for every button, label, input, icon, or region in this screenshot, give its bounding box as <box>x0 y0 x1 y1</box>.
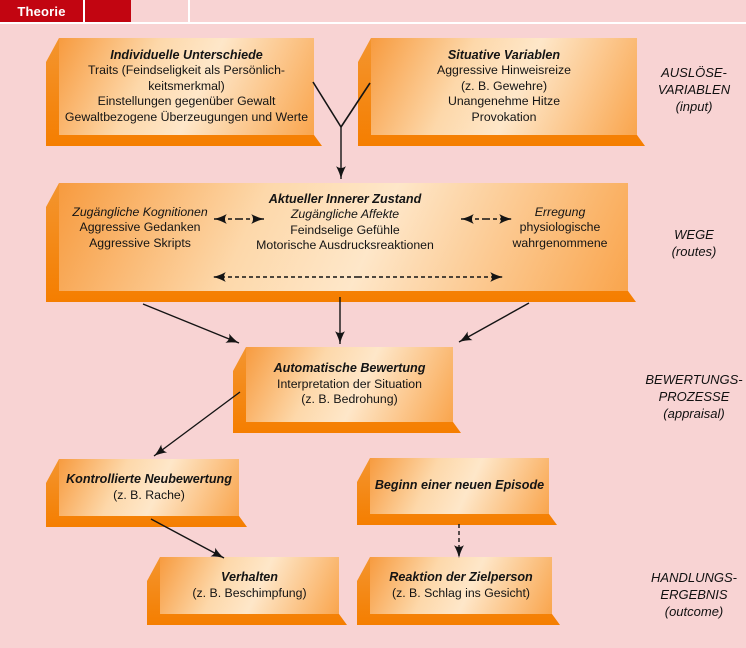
box-controlled-reappraisal <box>46 459 247 527</box>
box-line: Unangenehme Hitze <box>447 94 561 109</box>
stage-label-line: HANDLUNGS- <box>651 570 737 585</box>
bar-underline <box>0 22 746 24</box>
box-automatic-appraisal <box>233 347 461 433</box>
box-line: Gewaltbezogene Überzeugungen und Werte <box>64 109 309 124</box>
box-line: Erregung <box>534 205 586 219</box>
arrow-state-right-to-appraisal <box>459 303 529 342</box>
tab-theorie-label: Theorie <box>17 3 66 19</box>
state-affect-column <box>195 192 495 254</box>
box-line: Aggressive Skripts <box>89 235 191 250</box>
box-behavior <box>147 557 347 625</box>
stage-label-appraisal <box>642 371 746 422</box>
stage-label-line: (routes) <box>671 244 717 259</box>
box-title: Reaktion der Zielperson <box>389 570 533 585</box>
stage-label-line: WEGE <box>674 227 714 242</box>
box-line: Aggressive Gedanken <box>79 220 201 235</box>
box-title: Situative Variablen <box>447 47 561 62</box>
stage-label-routes <box>642 226 746 260</box>
stage-label-line: (input) <box>675 99 713 114</box>
box-line: Einstellungen gegenüber Gewalt <box>97 94 276 109</box>
stage-label-input <box>642 64 746 115</box>
box-title: Kontrollierte Neubewertung <box>66 472 232 487</box>
state-arousal-column <box>485 205 635 251</box>
box-line: Aggressive Hinweisreize <box>437 63 571 78</box>
tab-theorie[interactable] <box>0 0 83 22</box>
tab-blank <box>85 0 131 22</box>
stage-label-line: (outcome) <box>664 604 724 619</box>
box-target-reaction <box>357 557 560 625</box>
arrow-appraisal-to-reappraisal <box>154 392 240 456</box>
box-line: keitsmerkmal) <box>148 78 225 93</box>
box-line: Provokation <box>471 109 537 124</box>
stage-label-line: VARIABLEN <box>657 82 731 97</box>
box-line: (z. B. Beschimpfung) <box>192 585 307 600</box>
box-line: Zugängliche Affekte <box>290 207 400 222</box>
arrow-state-left-to-appraisal <box>143 304 239 343</box>
box-line: (z. B. Rache) <box>113 487 185 502</box>
box-line: Zugängliche Kognitionen <box>72 205 208 219</box>
box-line: Feindselige Gefühle <box>290 222 400 237</box>
box-title: Aktueller Innerer Zustand <box>268 192 422 206</box>
box-situational-variables <box>358 38 645 146</box>
box-line: Motorische Ausdrucksreaktionen <box>256 238 434 253</box>
stage-label-line: PROZESSE <box>658 389 730 404</box>
box-line: wahrgenommene <box>512 235 608 250</box>
box-present-internal-state <box>46 183 636 302</box>
stage-label-line: (appraisal) <box>663 406 725 421</box>
box-individual-differences <box>46 38 322 146</box>
box-line: (z. B. Gewehre) <box>460 78 548 93</box>
box-line: Interpretation der Situation <box>277 376 422 391</box>
stage-label-outcome <box>642 569 746 620</box>
stage-label-line: ERGEBNIS <box>660 587 728 602</box>
box-title: Individuelle Unterschiede <box>110 47 263 62</box>
box-title: Automatische Bewertung <box>273 361 426 376</box>
box-line: (z. B. Bedrohung) <box>301 392 398 407</box>
bar-separator <box>188 0 190 22</box>
box-new-episode <box>357 458 557 525</box>
box-line: physiologische <box>519 220 601 235</box>
stage-label-line: BEWERTUNGS- <box>645 372 743 387</box>
box-title: Beginn einer neuen Episode <box>374 478 545 493</box>
box-line: (z. B. Schlag ins Gesicht) <box>391 585 531 600</box>
box-line: Traits (Feindseligkeit als Persönlich- <box>87 63 286 78</box>
chapter-bar <box>0 0 746 22</box>
stage-label-line: AUSLÖSE- <box>661 65 727 80</box>
box-title: Verhalten <box>221 570 278 585</box>
